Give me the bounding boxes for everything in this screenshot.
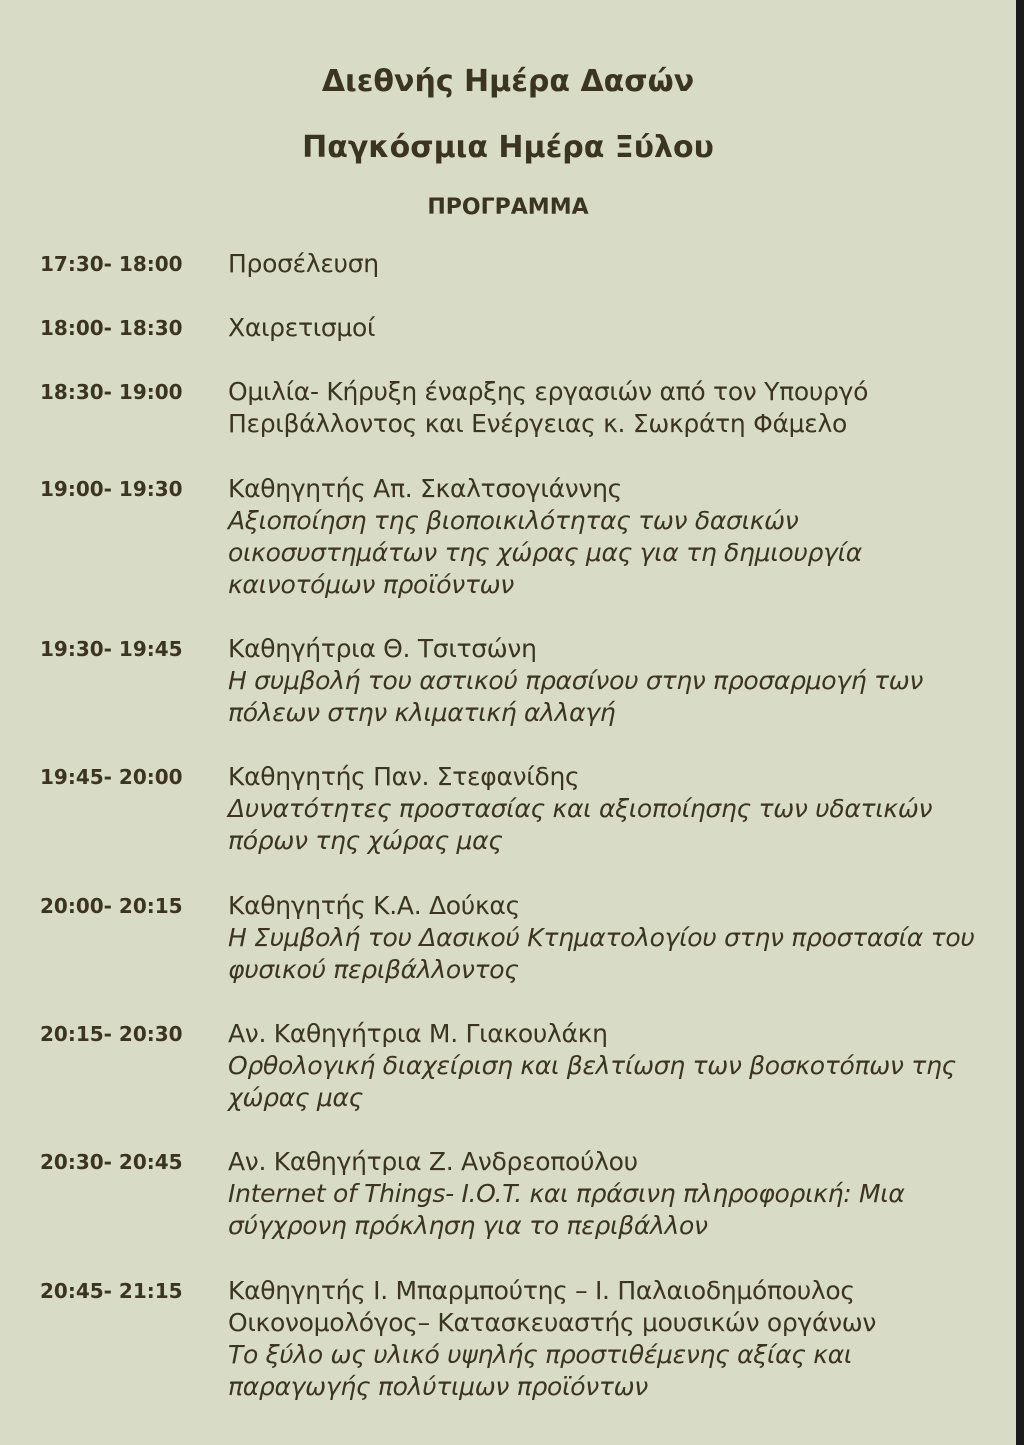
program-speaker: Χαιρετισμοί <box>228 313 376 342</box>
program-topic-line: Αξιοποίηση της βιοποικιλότητας των δασικών <box>228 506 799 535</box>
program-description <box>228 376 998 440</box>
program-time: 17:30- 18:00 <box>40 252 183 276</box>
program-description <box>228 1018 998 1114</box>
program-topic-line: πόρων της χώρας μας <box>228 826 503 855</box>
program-time: 18:30- 19:00 <box>40 380 183 404</box>
program-time: 19:00- 19:30 <box>40 477 183 501</box>
program-topic-line: πόλεων στην κλιματική αλλαγή <box>228 698 616 727</box>
program-description <box>228 1146 998 1242</box>
program-topic-line: παραγωγής πολύτιμων προϊόντων <box>228 1372 648 1401</box>
program-topic-line: χώρας μας <box>228 1083 364 1112</box>
right-edge-border <box>1016 0 1024 1445</box>
program-speaker: Καθηγήτρια Θ. Τσιτσώνη <box>228 634 537 663</box>
program-topic-line: Δυνατότητες προστασίας και αξιοποίησης των υδατικών <box>228 794 933 823</box>
program-description <box>228 312 998 344</box>
program-description <box>228 633 998 729</box>
program-description <box>228 1275 998 1403</box>
program-time: 20:15- 20:30 <box>40 1022 183 1046</box>
program-topic-line: Περιβάλλοντος και Ενέργειας κ. Σωκράτη Φάμελο <box>228 409 847 438</box>
program-time: 19:45- 20:00 <box>40 765 183 789</box>
program-topic-line: καινοτόμων προϊόντων <box>228 570 514 599</box>
program-speaker: Ομιλία- Κήρυξη έναρξης εργασιών από τον Υπουργό <box>228 377 869 406</box>
program-time: 20:30- 20:45 <box>40 1150 183 1174</box>
program-description <box>228 890 998 986</box>
program-topic-line: οικοσυστημάτων της χώρας μας για τη δημιουργία <box>228 538 862 567</box>
program-speaker: Καθηγητής Κ.Α. Δούκας <box>228 891 520 920</box>
program-heading: ΠΡΟΓΡΑΜΜΑ <box>427 195 589 220</box>
program-speaker: Καθηγητής Απ. Σκαλτσογιάννης <box>228 474 622 503</box>
program-topic-line: Το ξύλο ως υλικό υψηλής προστιθέμενης αξίας και <box>228 1340 853 1369</box>
page-subtitle: Παγκόσμια Ημέρα Ξύλου <box>302 130 714 165</box>
program-speaker: Αν. Καθηγήτρια Μ. Γιακουλάκη <box>228 1019 608 1048</box>
page-title: Διεθνής Ημέρα Δασών <box>321 64 695 99</box>
program-speaker: Προσέλευση <box>228 249 379 278</box>
program-speaker: Αν. Καθηγήτρια Ζ. Ανδρεοπούλου <box>228 1147 638 1176</box>
program-speaker: Καθηγητής Ι. Μπαρμπούτης – Ι. Παλαιοδημόπουλος <box>228 1276 855 1305</box>
program-description <box>228 248 998 280</box>
program-topic-line: φυσικού περιβάλλοντος <box>228 955 519 984</box>
program-time: 20:45- 21:15 <box>40 1279 183 1303</box>
program-speaker: Καθηγητής Παν. Στεφανίδης <box>228 762 580 791</box>
program-time: 20:00- 20:15 <box>40 894 183 918</box>
program-topic-line: Ορθολογική διαχείριση και βελτίωση των βοσκοτόπων της <box>228 1051 956 1080</box>
program-time: 18:00- 18:30 <box>40 316 183 340</box>
program-topic-line: Η συμβολή του αστικού πρασίνου στην προσαρμογή των <box>228 666 924 695</box>
program-description <box>228 761 998 857</box>
program-description <box>228 473 998 601</box>
program-topic-line: Οικονομολόγος– Κατασκευαστής μουσικών οργάνων <box>228 1308 877 1337</box>
program-topic-line: Η Συμβολή του Δασικού Κτηματολογίου στην προστασία του <box>228 923 975 952</box>
program-topic-line: Internet of Things- I.O.T. και πράσινη πληροφορική: Μια <box>228 1179 905 1208</box>
program-topic-line: σύγχρονη πρόκληση για το περιβάλλον <box>228 1211 708 1240</box>
program-time: 19:30- 19:45 <box>40 637 183 661</box>
